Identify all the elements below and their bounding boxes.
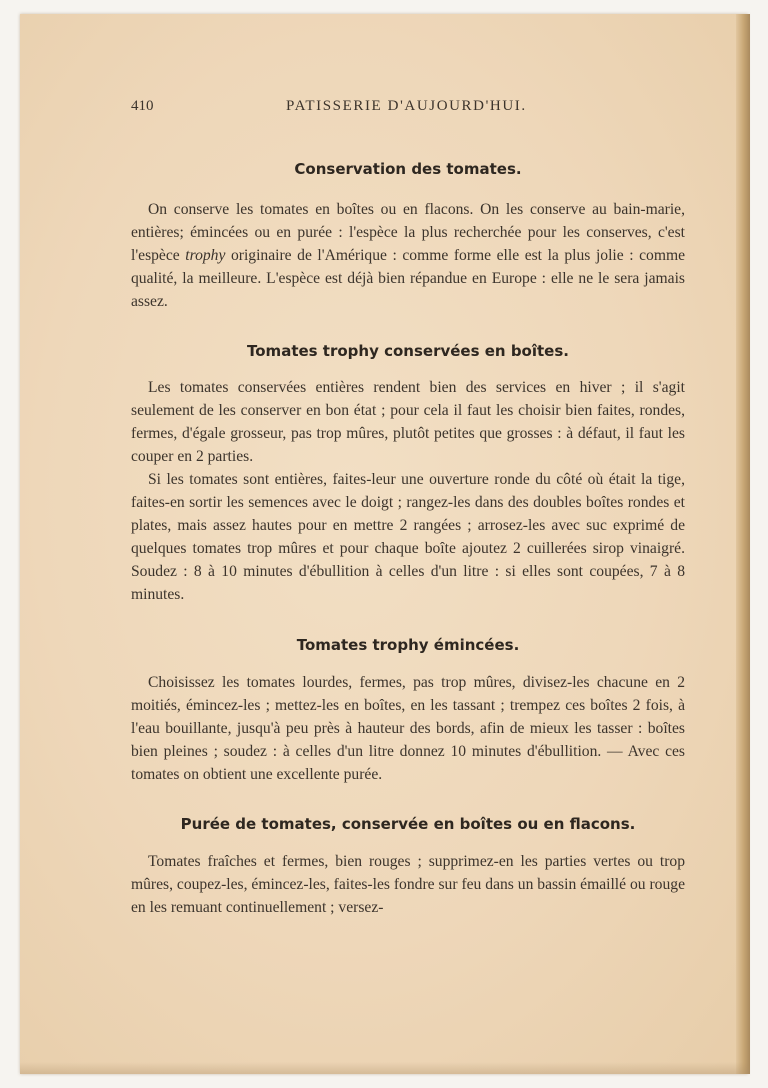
running-head <box>131 95 685 119</box>
page-bottom-shadow <box>20 1062 750 1074</box>
section-heading-trophy-boites: Tomates trophy conservées en boîtes. <box>247 342 569 360</box>
paragraph-puree: Tomates fraîches et fermes, bien rouges ; supprimez-en les parties vertes ou trop mûres, coupez-les, émincez-les, faites-les fondre sur feu dans un bassin émaillé ou rouge en les remuant continuellement ; versez- <box>131 853 685 916</box>
page-text-block <box>131 95 685 919</box>
page-number: 410 <box>131 98 154 114</box>
paragraph-trophy-emincees: Choisissez les tomates lourdes, fermes, pas trop mûres, divisez-les chacune en 2 moitiés, émincez-les ; mettez-les en boîtes, en les tassant ; trempez ces boîtes 2 fois, à l'eau bouillante, jusqu'à peu près à hauteur des bords, afin de mieux les tasser : boîtes bien pleines ; soudez : à celles d'un litre donnez 10 minutes d'ébullition. — Avec ces tomates on obtient une excellente purée. <box>131 674 685 783</box>
section-heading-conservation: Conservation des tomates. <box>294 160 522 178</box>
paragraph-trophy-boites-1: Les tomates conservées entières rendent bien des services en hiver ; il s'agit seulement de les conserver en bon état ; pour cela il faut les choisir bien faites, rondes, fermes, d'égale grosseur, pas trop mûres, plutôt petites que grosses : à défaut, il faut les couper en 2 parties. <box>131 379 685 465</box>
section-heading-puree: Purée de tomates, conservée en boîtes ou en flacons. <box>180 815 636 833</box>
paragraph-conservation <box>131 198 685 313</box>
italic-species-name: trophy <box>185 247 226 264</box>
section-heading-trophy-emincees: Tomates trophy émincées. <box>296 636 520 654</box>
page-edge-shadow <box>736 14 750 1074</box>
paragraph-text: originaire de l'Amérique : comme forme elle est la plus jolie : comme qualité, la meilleure. L'espèce est déjà bien répandue en Europe : elle ne le sera jamais assez. <box>131 247 686 310</box>
running-title: PATISSERIE D'AUJOURD'HUI. <box>286 98 527 114</box>
paragraph-text: On conserve les tomates en boîtes ou en flacons. On les conserve au bain-marie, entières; émincées ou en purée : l'espèce la plus recherchée pour les conserves, c'est l'espèce <box>131 201 685 264</box>
paragraph-trophy-boites-2: Si les tomates sont entières, faites-leur une ouverture ronde du côté où était la tige, faites-en sortir les semences avec le doigt ; rangez-les dans des doubles boîtes rondes et plates, mais assez hautes pour en mettre 2 rangées ; arrosez-les avec suc exprimé de quelques tomates trop mûres et pour chaque boîte ajoutez 2 cuillerées sirop vinaigré. Soudez : 8 à 10 minutes d'ébullition à celles d'un litre : si elles sont coupées, 7 à 8 minutes. <box>131 471 685 603</box>
